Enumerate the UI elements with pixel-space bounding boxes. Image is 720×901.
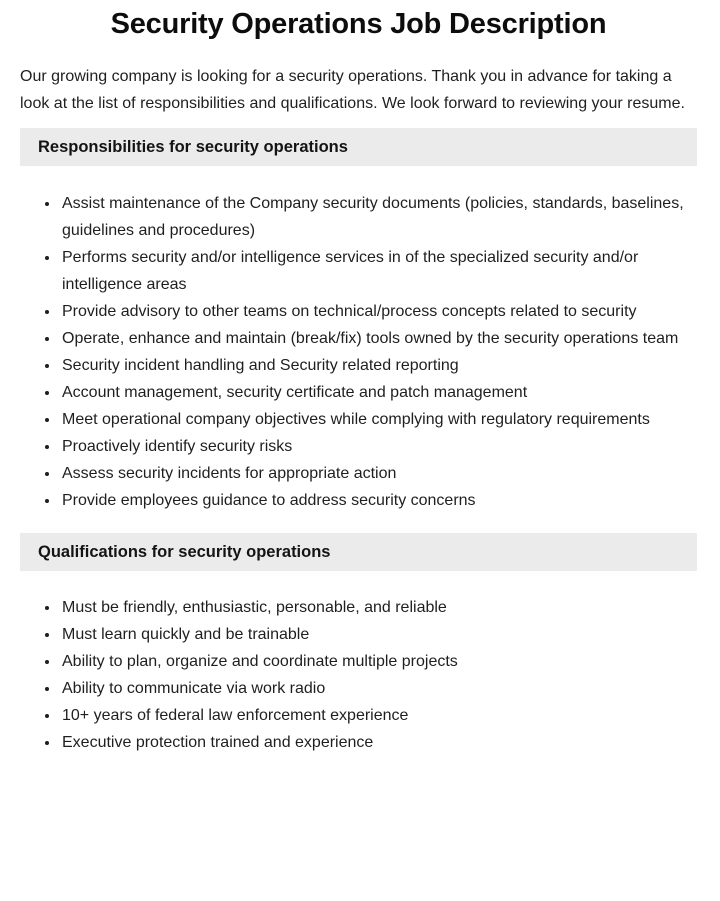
list-item: • Proactively identify security risks	[60, 433, 697, 460]
responsibilities-list	[20, 190, 697, 514]
list-item: • Performs security and/or intelligence services in of the specialized security and/or intelligence areas	[60, 244, 697, 298]
intro-paragraph: Our growing company is looking for a security operations. Thank you in advance for taking a look at the list of responsibilities and qualifications. We look forward to reviewing your resume.	[20, 68, 685, 112]
list-item: • Assess security incidents for appropriate action	[60, 460, 697, 487]
list-item: • Ability to communicate via work radio	[60, 675, 697, 702]
qualifications-list	[20, 594, 697, 756]
section-heading-responsibilities: Responsibilities for security operations	[38, 137, 348, 156]
job-description-page	[0, 6, 720, 756]
list-item: • Account management, security certificate and patch management	[60, 379, 697, 406]
list-item: • 10+ years of federal law enforcement experience	[60, 702, 697, 729]
list-item: • Must be friendly, enthusiastic, personable, and reliable	[60, 594, 697, 621]
section-header-qualifications	[20, 533, 697, 571]
list-item: • Meet operational company objectives while complying with regulatory requirements	[60, 406, 697, 433]
list-item: • Provide advisory to other teams on technical/process concepts related to security	[60, 298, 697, 325]
list-item: • Executive protection trained and experience	[60, 729, 697, 756]
list-item: • Security incident handling and Security related reporting	[60, 352, 697, 379]
list-item: • Provide employees guidance to address security concerns	[60, 487, 697, 514]
list-item: • Operate, enhance and maintain (break/fix) tools owned by the security operations team	[60, 325, 697, 352]
list-item: • Assist maintenance of the Company security documents (policies, standards, baselines, guidelines and procedures)	[60, 190, 697, 244]
page-title: Security Operations Job Description	[110, 8, 607, 40]
section-header-responsibilities	[20, 128, 697, 166]
list-item: • Ability to plan, organize and coordinate multiple projects	[60, 648, 697, 675]
list-item: • Must learn quickly and be trainable	[60, 621, 697, 648]
section-heading-qualifications: Qualifications for security operations	[38, 542, 331, 561]
